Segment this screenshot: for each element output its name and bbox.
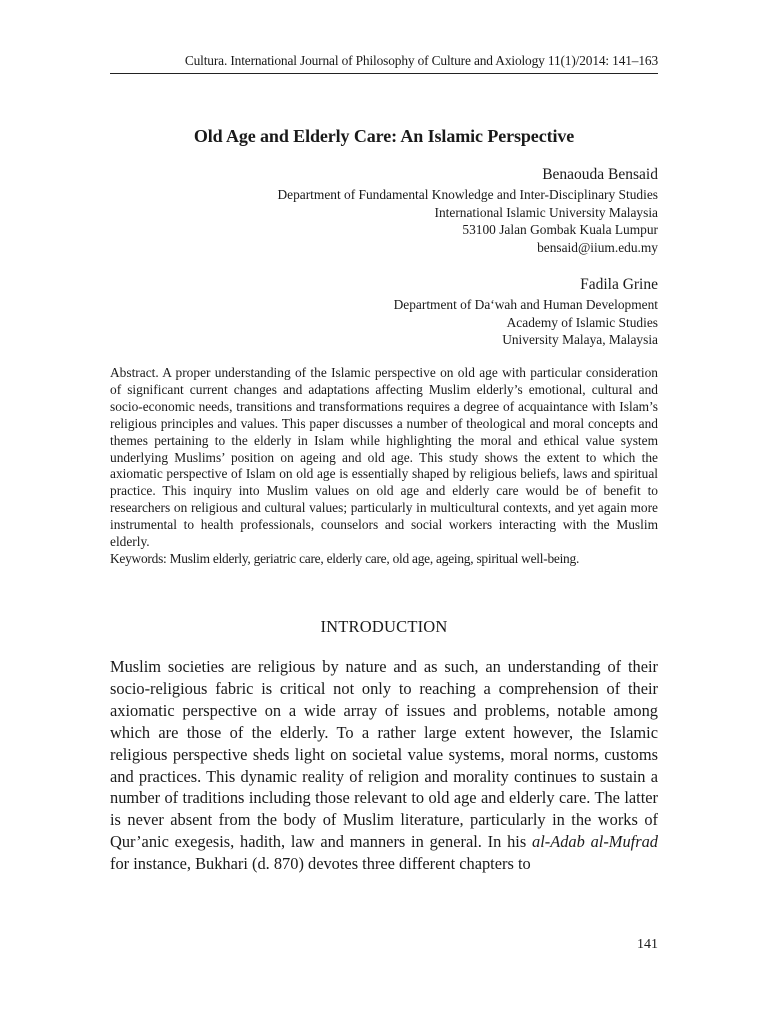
abstract — [110, 365, 658, 568]
author-block-1 — [110, 164, 658, 256]
header-rule — [110, 73, 658, 74]
abstract-text: Abstract. A proper understanding of the Islamic perspective on old age with particular consideration of significant current changes and adaptations affecting Muslim elderly’s emotional, cultural and socio-economic needs, transitions and transformations requires a degree of acquaintance with Islam’s religious principles and values. This paper discusses a number of theological and moral concepts and themes pertaining to the elderly in Islam while highlighting the moral and ethical value system underlying Muslims’ position on ageing and old age. This study shows the extent to which the axiomatic perspective of Islam on old age is essentially shaped by religious beliefs, laws and spiritual practice. This inquiry into Muslim values on old age and elderly care would be of benefit to researchers on religious and cultural values; particularly in multicultural contexts, and yet again more instrumental to health professionals, counselors and social workers interacting with the Muslim elderly. — [110, 365, 658, 550]
body-text-run: Muslim societies are religious by nature and as such, an understanding of their socio-religious fabric is critical not only to reaching a comprehension of their axiomatic perspective on a wide array of issues and problems, notable among which are those of the elderly. To a rather large extent however, the Islamic religious perspective sheds light on societal value systems, moral norms, customs and practices. This dynamic reality of religion and morality continues to sustain a number of traditions including those relevant to old age and elderly care. The latter is never absent from the body of Muslim literature, particularly in the works of Qur’anic exegesis, hadith, law and manners in general. In his — [110, 657, 658, 852]
section-heading: INTRODUCTION — [320, 617, 448, 636]
author-affiliation-line: 53100 Jalan Gombak Kuala Lumpur — [462, 222, 658, 237]
author-affiliation-line: Department of Fundamental Knowledge and Inter-Disciplinary Studies — [277, 187, 658, 202]
keywords: Keywords: Muslim elderly, geriatric care, elderly care, old age, ageing, spiritual well-being. — [110, 550, 580, 566]
book-title-italic: al-Adab al-Mufrad — [532, 832, 658, 852]
author-block-2 — [110, 274, 658, 349]
author-affiliation-line: University Malaya, Malaysia — [502, 332, 658, 347]
author-name: Benaouda Bensaid — [542, 166, 658, 183]
author-affiliation-line: International Islamic University Malaysia — [434, 204, 658, 220]
author-email: bensaid@iium.edu.my — [537, 239, 658, 255]
document-page — [110, 0, 658, 1024]
article-title: Old Age and Elderly Care: An Islamic Perspective — [193, 126, 575, 146]
author-name: Fadila Grine — [580, 276, 658, 293]
author-affiliation-line: Academy of Islamic Studies — [506, 314, 658, 330]
body-text-run: for instance, Bukhari (d. 870) devotes three different chapters to — [110, 854, 531, 874]
body-paragraph — [110, 656, 658, 875]
running-head: Cultura. International Journal of Philosophy of Culture and Axiology 11(1)/2014: 141–163 — [184, 53, 658, 68]
author-affiliation-line: Department of Da‘wah and Human Development — [393, 297, 658, 312]
page-number: 141 — [637, 937, 658, 952]
